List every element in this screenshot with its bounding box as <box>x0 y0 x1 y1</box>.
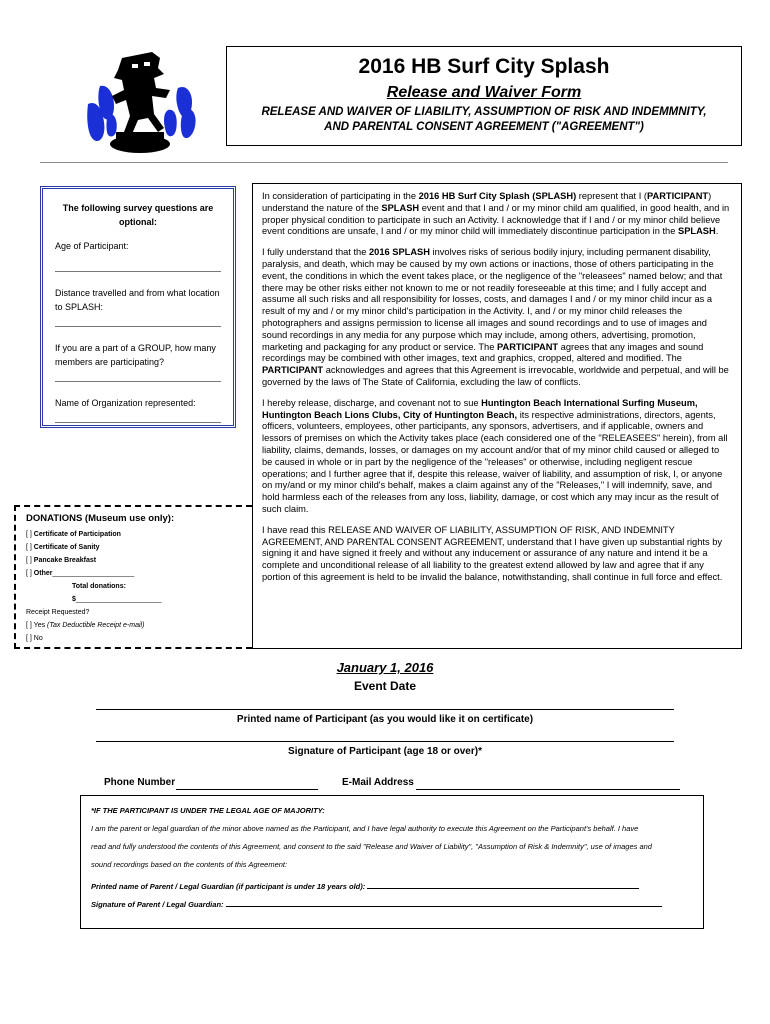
total-donations-label: Total donations: <box>72 583 126 590</box>
total-donations-field[interactable] <box>26 593 242 606</box>
survey-heading-line1: The following survey questions are <box>62 203 214 213</box>
dollar-sign: $ <box>72 596 76 603</box>
guardian-text-line1: I am the parent or legal guardian of the minor above named as the Participant, and I have legal authority to execute this Agreement on the Participant's behalf. I have <box>91 824 639 833</box>
checkbox-bracket[interactable]: [ ] <box>26 570 32 577</box>
printed-name-label: Printed name of Participant (as you would like it on certificate) <box>236 714 534 725</box>
guardian-text-line3: sound recordings based on the contents of this Agreement: <box>91 860 288 869</box>
other-field[interactable]: _____________________ <box>52 570 135 577</box>
header-box <box>226 46 742 146</box>
divider <box>40 162 728 163</box>
guardian-box <box>80 795 704 929</box>
yes-note: (Tax Deductible Receipt e-mail) <box>47 622 145 629</box>
total-amount-line[interactable]: ______________________ <box>75 596 162 603</box>
email-field[interactable] <box>416 789 680 790</box>
guardian-printed-name-row <box>91 878 693 896</box>
guardian-signature-row <box>91 896 693 914</box>
agreement-heading-line1: RELEASE AND WAIVER OF LIABILITY, ASSUMPTION OF RISK AND INDEMMNITY, <box>261 106 707 118</box>
group-field[interactable] <box>55 369 221 382</box>
checkbox-bracket[interactable]: [ ] <box>26 557 32 564</box>
receipt-no-option[interactable] <box>26 632 242 645</box>
donations-heading: DONATIONS (Museum use only): <box>26 513 175 524</box>
donation-label: Other <box>33 570 53 577</box>
checkbox-bracket[interactable]: [ ] <box>26 635 32 642</box>
printed-name-line[interactable] <box>96 709 674 710</box>
agreement-body <box>252 183 742 649</box>
survey-heading-line2: optional: <box>119 217 157 227</box>
distance-question: Distance travelled and from what location to SPLASH: <box>55 288 220 312</box>
donation-label: Pancake Breakfast <box>33 557 97 564</box>
checkbox-bracket[interactable]: [ ] <box>26 622 32 629</box>
email-label: E-Mail Address <box>342 777 414 788</box>
tiki-splash-logo-icon <box>82 44 200 162</box>
agreement-heading-line2: AND PARENTAL CONSENT AGREEMENT ("AGREEMENT") <box>324 121 644 133</box>
guardian-printed-name-label: Printed name of Parent / Legal Guardian (if participant is under 18 years old): <box>91 882 366 891</box>
paragraph-consideration: In consideration of participating in the 2016 HB Surf City Splash (SPLASH) represent that I (PARTICIPANT) understand the nature of the SPLASH event and that I and / or my minor child am qualified, in good health, and in proper physical condition to participate in such an Activity. I acknowledge that if I and / or my minor child believe event conditions are unsafe, I and / or my minor child will immediately discontinue participation in the SPLASH. <box>262 191 730 237</box>
organization-field[interactable] <box>55 410 221 423</box>
checkbox-bracket[interactable]: [ ] <box>26 544 32 551</box>
donation-option-other[interactable] <box>26 567 242 580</box>
form-title: 2016 HB Surf City Splash <box>358 55 610 78</box>
donation-option-pancake[interactable] <box>26 554 242 567</box>
donation-option-sanity[interactable] <box>26 541 242 554</box>
guardian-signature-field[interactable] <box>226 898 662 907</box>
donation-label: Certificate of Sanity <box>33 544 100 551</box>
event-date-value: January 1, 2016 <box>336 660 434 675</box>
organization-question: Name of Organization represented: <box>55 398 196 408</box>
distance-field[interactable] <box>55 314 221 327</box>
paragraph-acknowledgement: I have read this RELEASE AND WAIVER OF LIABILITY, ASSUMPTION OF RISK, AND INDEMNITY AGREEMENT, AND PARENTAL CONSENT AGREEMENT, understand that I have given up substantial rights by signing it and have signed it freely and without any inducement or assurance of any nature and intend it be a complete and unconditional release of all liability to the greatest extend allowed by law and agree that if any portion of this agreement is held to be invalid the balance, notwithstanding, shall continue in full force and effect. <box>262 524 723 582</box>
age-question: Age of Participant: <box>55 241 129 251</box>
signature-label: Signature of Participant (age 18 or over)* <box>288 746 482 757</box>
phone-label: Phone Number <box>104 777 176 788</box>
event-date-label: Event Date <box>353 679 417 693</box>
no-label: No <box>33 635 43 642</box>
guardian-printed-name-field[interactable] <box>367 880 639 889</box>
guardian-text-line2: read and fully understood the contents of this Agreement, and consent to the said "Release and Waiver of Liability", "Assumption of Risk & Indemnity", use of images and <box>91 842 652 851</box>
donation-option-participation[interactable] <box>26 528 242 541</box>
paragraph-risks: I fully understand that the 2016 SPLASH involves risks of serious bodily injury, including permanent disability, paralysis, and death, which may be caused by my own actions or inactions, those of others participating in the event, the conditions in which the event takes place, or the negligence of the "releasees" named below; and that there may be other risks either not known to me or not readily foreseeable at this time; and I fully accept and assume all such risks and all responsibility for losses, costs, and damages I and / or my minor child incur as a result of my and / or my minor child's participation in the Activity. I, and / or my minor child releases the photographers and assigns permission to license all images and sound recordings and to use of images and sound recordings in any media for any purpose which may include, among others, advertising, promotion, marketing and packaging for any product or service. The PARTICIPANT agrees that any images and sound recordings may be combined with other images, text and graphics, cropped, altered and modified. The PARTICIPANT acknowledges and agrees that this Agreement is irrevocable, worldwide and perpetual, and will be governed by the laws of The State of California, excluding the law of conflicts. <box>262 247 729 387</box>
checkbox-bracket[interactable]: [ ] <box>26 531 32 538</box>
guardian-signature-label: Signature of Parent / Legal Guardian: <box>91 900 224 909</box>
form-subtitle: Release and Waiver Form <box>386 84 582 101</box>
survey-box <box>40 186 236 428</box>
phone-field[interactable] <box>176 789 318 790</box>
group-question: If you are a part of a GROUP, how many members are participating? <box>55 343 216 367</box>
receipt-requested-label: Receipt Requested? <box>26 609 90 616</box>
guardian-heading: *IF THE PARTICIPANT IS UNDER THE LEGAL AGE OF MAJORITY: <box>91 806 325 815</box>
paragraph-release: I hereby release, discharge, and covenant not to sue Huntington Beach International Surfing Museum, Huntington Beach Lions Clubs, City of Huntington Beach, its respective administrations, directors, agents, officers, volunteers, employees, other participants, any sponsors, advertisers, and if applicable, owners and lessors of premises on which the Activity takes place (each considered one of the "RELEASEES" herein), from all liability, claims, demands, losses, or damages on my account and/or that of my minor child caused or alleged to be caused in whole or in part by the negligence of the "releases" or otherwise, including negligent rescue operations; and I further agree that if, despite this release, waiver of liability, and assumption of risk, I, or anyone on my/and or my minor child's behalf, makes a claim against any of the "Releases," I will indemnify, save, and hold harmless each of the releases from any loss, liability, damage, or cost which any may incur as the result of such claim. <box>262 397 728 514</box>
yes-label: Yes <box>33 622 46 629</box>
donations-box <box>14 505 252 649</box>
survey-heading <box>55 201 221 229</box>
receipt-yes-option[interactable] <box>26 619 242 632</box>
age-field[interactable] <box>55 259 221 272</box>
signature-line[interactable] <box>96 741 674 742</box>
donation-label: Certificate of Participation <box>33 531 121 538</box>
